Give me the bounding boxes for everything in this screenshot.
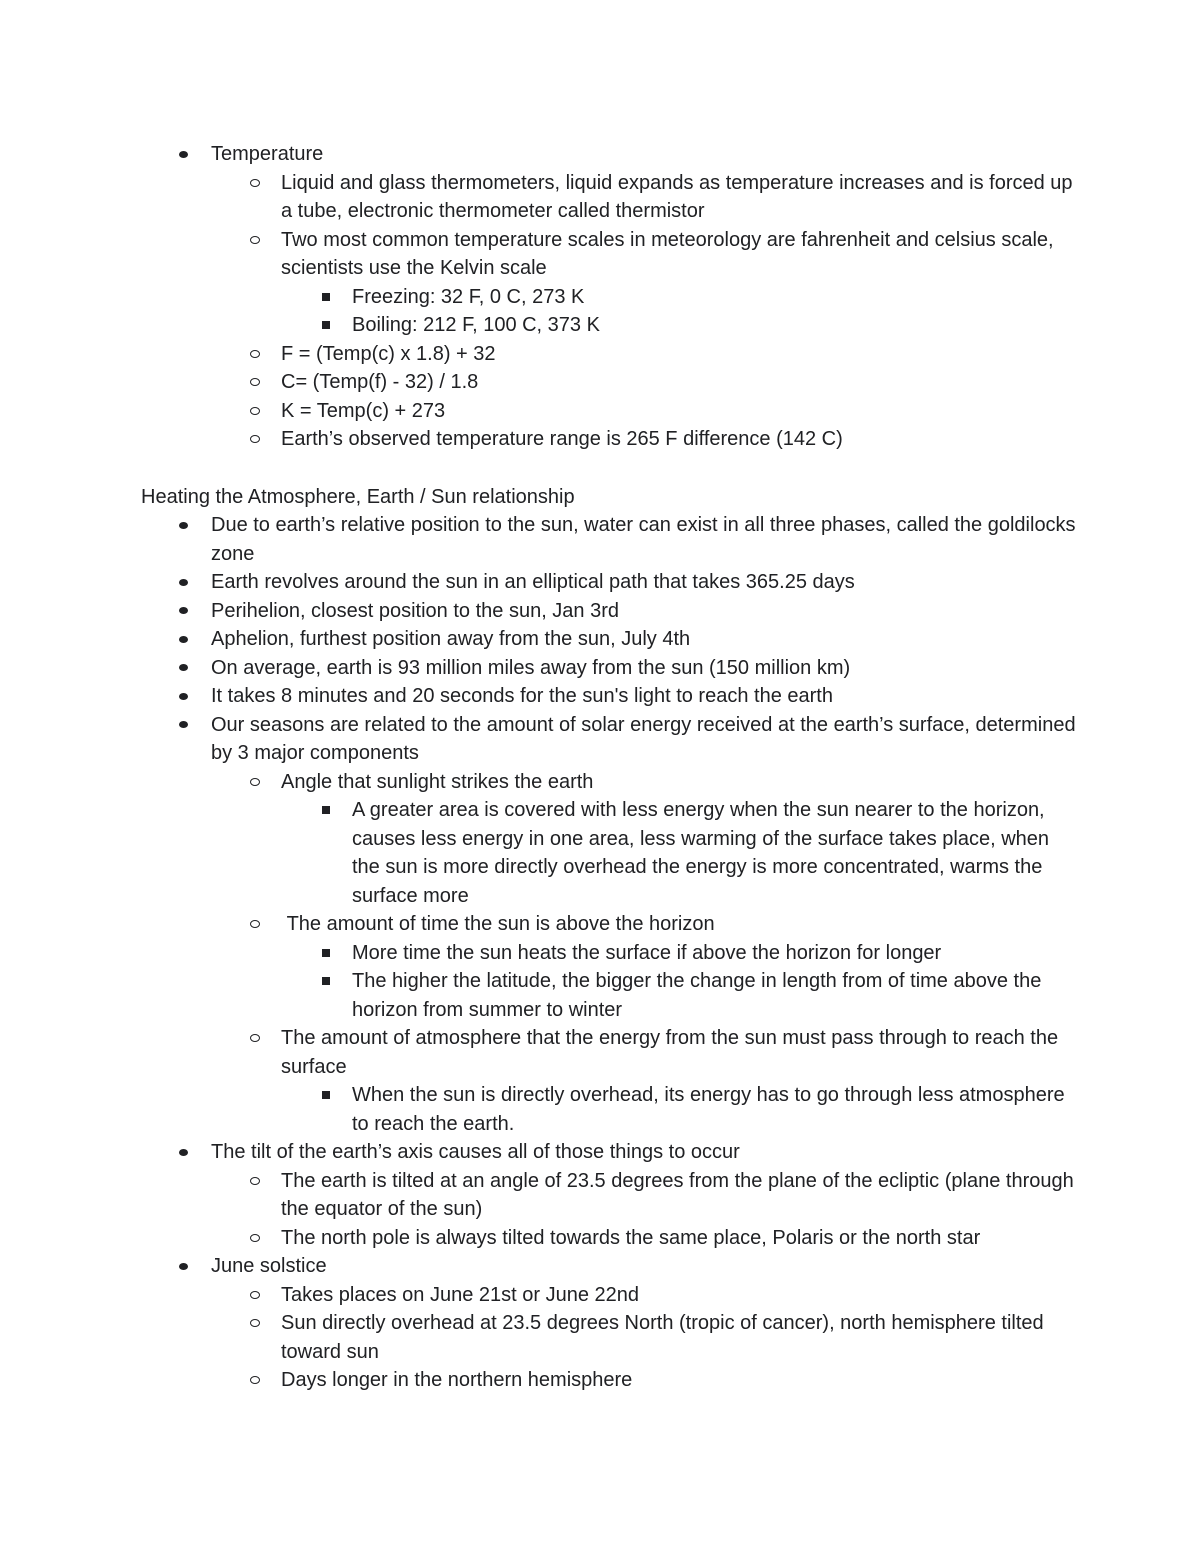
list-item <box>141 1366 1081 1395</box>
list-item <box>141 711 1081 768</box>
list-item <box>141 169 1081 226</box>
list-item <box>141 311 1081 340</box>
list-item-text: The amount of atmosphere that the energy from the sun must pass through to reach the surface <box>281 1027 1059 1078</box>
list-item <box>141 368 1081 397</box>
list-item <box>141 1281 1081 1310</box>
bullet-circle-icon <box>247 768 263 797</box>
list-item-text: A greater area is covered with less energy when the sun nearer to the horizon, causes less energy in one area, less warming of the surface takes place, when the sun is more directly overhead the energy is more concentrated, warms the surface more <box>352 799 1050 907</box>
list-item-text: F = (Temp(c) x 1.8) + 32 <box>281 342 496 365</box>
list-item <box>141 1224 1081 1253</box>
bullet-square-icon <box>318 939 334 968</box>
bullet-circle-icon <box>247 340 263 369</box>
list-item <box>141 1252 1081 1281</box>
document-page <box>141 140 1081 1395</box>
section-heading: Heating the Atmosphere, Earth / Sun relationship <box>141 485 575 508</box>
list-item-text: Our seasons are related to the amount of solar energy received at the earth’s surface, determined by 3 major components <box>211 713 1076 764</box>
list-item <box>141 568 1081 597</box>
bullet-circle-icon <box>247 1167 263 1196</box>
bullet-square-icon <box>318 1081 334 1110</box>
list-item <box>141 283 1081 312</box>
list-item <box>141 682 1081 711</box>
list-item <box>141 1081 1081 1138</box>
list-item <box>141 1138 1081 1167</box>
list-item-text: Angle that sunlight strikes the earth <box>281 770 594 793</box>
bullet-disc-icon <box>175 568 191 597</box>
bullet-circle-icon <box>247 1024 263 1053</box>
list-item-text: The amount of time the sun is above the horizon <box>281 913 715 935</box>
list-item <box>141 511 1081 568</box>
list-item <box>141 226 1081 283</box>
list-item <box>141 654 1081 683</box>
earth-sun-list <box>141 511 1081 1395</box>
bullet-square-icon <box>318 796 334 825</box>
bullet-square-icon <box>318 967 334 996</box>
bullet-square-icon <box>318 311 334 340</box>
list-item-text: Boiling: 212 F, 100 C, 373 K <box>352 314 600 336</box>
bullet-circle-icon <box>247 1309 263 1338</box>
list-item <box>141 597 1081 626</box>
list-item-text: K = Temp(c) + 273 <box>281 399 446 422</box>
bullet-disc-icon <box>175 597 191 626</box>
list-item <box>141 1167 1081 1224</box>
list-item-text: Due to earth’s relative position to the sun, water can exist in all three phases, called the goldilocks zone <box>211 514 1076 565</box>
bullet-disc-icon <box>175 1138 191 1167</box>
list-item <box>141 340 1081 369</box>
list-item-text: Liquid and glass thermometers, liquid expands as temperature increases and is forced up a tube, electronic thermometer called thermistor <box>281 171 1073 222</box>
bullet-circle-icon <box>247 1366 263 1395</box>
list-item-text: The tilt of the earth’s axis causes all of those things to occur <box>211 1141 740 1163</box>
list-item <box>141 768 1081 797</box>
list-item-text: The north pole is always tilted towards the same place, Polaris or the north star <box>281 1226 981 1249</box>
list-item <box>141 967 1081 1024</box>
list-item <box>141 425 1081 454</box>
list-item-text: Earth revolves around the sun in an elliptical path that takes 365.25 days <box>211 571 855 593</box>
bullet-square-icon <box>318 283 334 312</box>
list-item-text: More time the sun heats the surface if above the horizon for longer <box>352 941 942 964</box>
list-item-text: Aphelion, furthest position away from the sun, July 4th <box>211 628 691 650</box>
list-item-text: Two most common temperature scales in meteorology are fahrenheit and celsius scale, scientists use the Kelvin scale <box>281 228 1054 279</box>
list-item <box>141 140 1081 169</box>
list-item <box>141 397 1081 426</box>
bullet-disc-icon <box>175 140 191 169</box>
bullet-disc-icon <box>175 654 191 683</box>
list-item-text: Perihelion, closest position to the sun, Jan 3rd <box>211 599 620 622</box>
list-item-text: Temperature <box>211 143 324 165</box>
list-item-text: Takes places on June 21st or June 22nd <box>281 1283 640 1306</box>
list-item-text: Sun directly overhead at 23.5 degrees North (tropic of cancer), north hemisphere tilted toward sun <box>281 1312 1044 1363</box>
list-item <box>141 1309 1081 1366</box>
bullet-circle-icon <box>247 425 263 454</box>
list-item-text: June solstice <box>211 1255 327 1277</box>
temperature-list <box>141 140 1081 454</box>
bullet-disc-icon <box>175 711 191 740</box>
bullet-disc-icon <box>175 511 191 540</box>
list-item <box>141 910 1081 939</box>
list-item <box>141 625 1081 654</box>
list-item <box>141 939 1081 968</box>
bullet-circle-icon <box>247 1281 263 1310</box>
list-item-text: Freezing: 32 F, 0 C, 273 K <box>352 285 585 308</box>
paragraph-gap <box>141 454 1081 483</box>
list-item-text: Earth’s observed temperature range is 265 F difference (142 C) <box>281 428 843 450</box>
bullet-circle-icon <box>247 1224 263 1253</box>
list-item-text: Days longer in the northern hemisphere <box>281 1369 633 1391</box>
list-item <box>141 1024 1081 1081</box>
bullet-circle-icon <box>247 368 263 397</box>
list-item-text: The earth is tilted at an angle of 23.5 degrees from the plane of the ecliptic (plane through the equator of the sun) <box>281 1169 1074 1220</box>
list-item-text: When the sun is directly overhead, its energy has to go through less atmosphere to reach the earth. <box>352 1084 1065 1135</box>
bullet-disc-icon <box>175 682 191 711</box>
list-item-text: The higher the latitude, the bigger the change in length from of time above the horizon from summer to winter <box>352 970 1042 1021</box>
list-item <box>141 796 1081 910</box>
list-item-text: It takes 8 minutes and 20 seconds for the sun's light to reach the earth <box>211 685 833 707</box>
bullet-circle-icon <box>247 226 263 255</box>
bullet-disc-icon <box>175 625 191 654</box>
bullet-circle-icon <box>247 169 263 198</box>
bullet-circle-icon <box>247 910 263 939</box>
bullet-circle-icon <box>247 397 263 426</box>
bullet-disc-icon <box>175 1252 191 1281</box>
list-item-text: C= (Temp(f) - 32) / 1.8 <box>281 371 479 393</box>
list-item-text: On average, earth is 93 million miles away from the sun (150 million km) <box>211 656 851 679</box>
